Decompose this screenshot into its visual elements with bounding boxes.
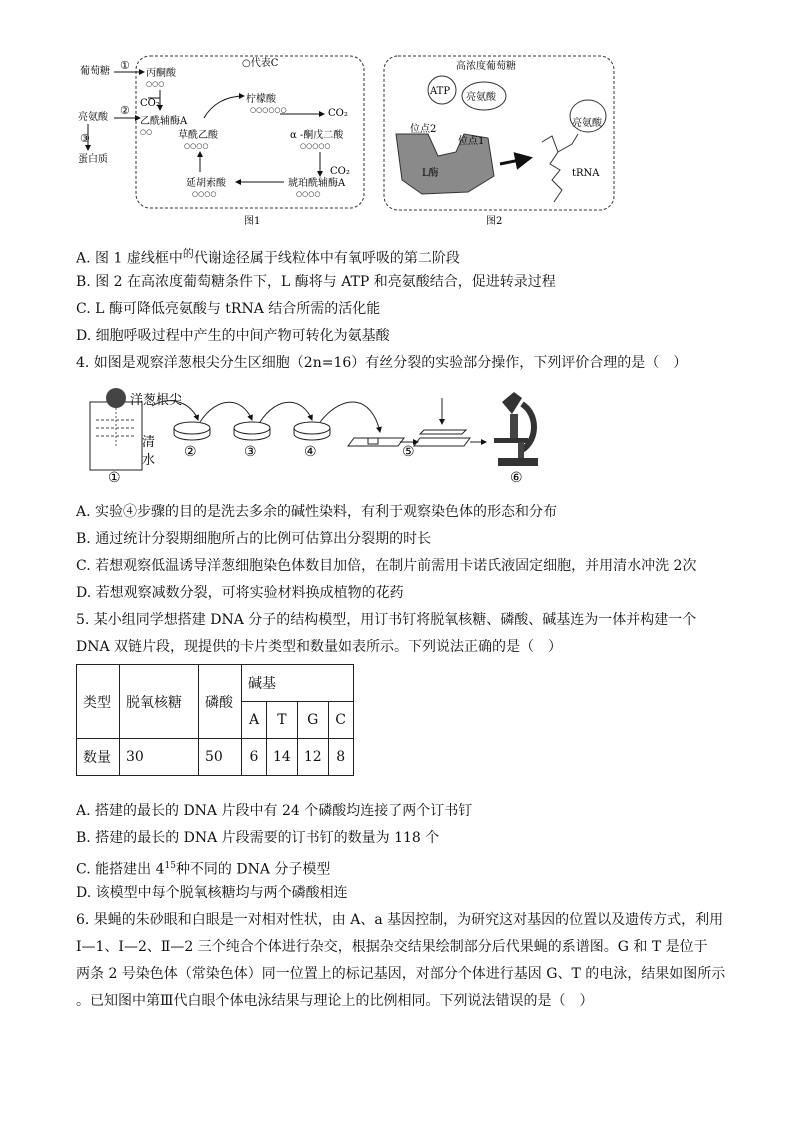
root-tip-label: 洋葱根尖 [130,393,183,408]
q3-option-a: A. 图 1 虚线框中$^的$代谢途径属于线粒体中有氧呼吸的第二阶段 [76,247,460,267]
step-2: ② [120,104,130,117]
site-2-label: 位点2 [410,124,437,135]
succinyl-coa-label: 琥珀酰辅酶A [288,178,346,189]
q3-option-d: D. 细胞呼吸过程中产生的中间产物可转化为氨基酸 [76,328,390,344]
glucose-label: 葡萄糖 [80,66,110,77]
table-cell-phosphate: 50 [199,739,242,776]
high-glucose-title: 高浓度葡萄糖 [456,61,516,72]
q6-stem-2: Ⅰ—1、Ⅰ—2、Ⅱ—2 三个纯合个体进行杂交，根据杂交结果绘制部分后代果蝇的系谱图。G 和 T 是位于 [76,939,708,955]
svg-text:○○○○: ○○○○ [296,190,321,198]
svg-text:○○: ○○ [140,128,153,136]
trna-label: tRNA [572,168,600,179]
enzyme-label: L酶 [422,168,439,179]
table-header-deoxyribose: 脱氧核糖 [120,665,199,739]
step-5-label: ⑤ [402,444,415,460]
svg-text:○○○○○: ○○○○○ [300,142,331,150]
figure-2 [382,52,618,228]
step-2-label: ② [184,444,197,460]
oxaloacetate-label: 草酰乙酸 [178,130,218,141]
table-cell-deoxyribose: 30 [120,739,199,776]
table-cell-c: 8 [328,739,353,776]
q5-option-b: B. 搭建的最长的 DNA 片段需要的订书钉的数量为 118 个 [76,830,440,846]
step-3-label: ③ [244,444,257,460]
fumarate-label: 延胡索酸 [186,178,226,189]
step-6-label: ⑥ [510,470,523,486]
q4-stem: 4. 如图是观察洋葱根尖分生区细胞（2n=16）有丝分裂的实验部分操作，下列评价合理的是（ ） [76,355,688,371]
table-cell-a: 6 [242,739,267,776]
leucine-label-2: 亮氨酸 [466,92,496,103]
svg-text:○○○: ○○○ [146,80,165,88]
pyruvate-label: 丙酮酸 [146,68,176,79]
svg-text:○○○○○○: ○○○○○○ [250,106,287,114]
table-header-phosphate: 磷酸 [199,665,242,739]
water-label-1: 清 [142,435,156,450]
figure-1-label: 图1 [244,216,261,227]
q6-stem-3: 两条 2 号染色体（常染色体）同一位置上的标记基因，对部分个体进行基因 G、T 的电泳，结果如图所示 [76,966,726,982]
table-header-base: 碱基 [242,665,354,702]
leucine-label: 亮氨酸 [78,112,108,123]
q5-option-d: D. 该模型中每个脱氧核糖均与两个磷酸相连 [76,885,348,901]
step-3: ③ [80,132,90,145]
table-header-type: 类型 [77,665,120,739]
svg-text:○○○○: ○○○○ [192,190,217,198]
q3-option-c: C. L 酶可降低亮氨酸与 tRNA 结合所需的活化能 [76,301,381,317]
circle-legend: ○代表C [242,58,279,69]
step-1-label: ① [108,470,121,486]
table-header-base-c: C [328,702,353,739]
figure-q4 [82,384,552,486]
svg-text:○○○○: ○○○○ [184,142,209,150]
water-label-2: 水 [142,453,156,468]
card-table [76,664,354,776]
table-header-base-t: T [267,702,298,739]
q3-option-b: B. 图 2 在高浓度葡萄糖条件下，L 酶将与 ATP 和亮氨酸结合，促进转录过程 [76,274,556,290]
table-row-label: 数量 [77,739,120,776]
protein-label: 蛋白质 [78,154,108,165]
q4-option-c: C. 若想观察低温诱导洋葱细胞染色体数目加倍，在制片前需用卡诺氏液固定细胞，并用清水冲洗 2次 [76,558,697,574]
site-1-label: 位点1 [458,136,485,147]
q5-stem-2: DNA 双链片段，现提供的卡片类型和数量如表所示。下列说法正确的是（ ） [76,639,563,655]
citric-acid-label: 柠檬酸 [246,94,276,105]
acetyl-coa-label: 乙酰辅酶A [140,116,188,127]
leucine-label-3: 亮氨酸 [572,118,602,129]
co2-label-2: CO₂ [328,108,348,119]
alpha-kg-label: α -酮戊二酸 [290,130,344,141]
table-header-base-g: G [297,702,328,739]
table-cell-g: 12 [297,739,328,776]
q4-option-d: D. 若想观察减数分裂，可将实验材料换成植物的花药 [76,585,404,601]
q4-option-a: A. 实验④步骤的目的是洗去多余的碱性染料，有利于观察染色体的形态和分布 [76,504,558,520]
q5-option-c: C. 能搭建出 $4^{15}$种不同的 DNA 分子模型 [76,861,331,878]
figure-2-label: 图2 [486,216,503,227]
q6-stem-1: 6. 果蝇的朱砂眼和白眼是一对相对性状，由 A、a 基因控制，为研究这对基因的位置以及遗传方式，利用 [76,912,724,928]
q6-stem-4: 。已知图中第Ⅲ代白眼个体电泳结果与理论上的比例相同。下列说法错误的是（ ） [76,993,594,1009]
q5-option-a: A. 搭建的最长的 DNA 片段中有 24 个磷酸均连接了两个订书钉 [76,803,473,819]
q5-stem-1: 5. 某小组同学想搭建 DNA 分子的结构模型，用订书钉将脱氧核糖、磷酸、碱基连为一体并构建一个 [76,612,697,628]
q4-option-b: B. 通过统计分裂期细胞所占的比例可估算出分裂期的时长 [76,531,432,547]
step-4-label: ④ [304,444,317,460]
atp-label: ATP [430,86,451,97]
co2-label-1: CO₂ [140,98,160,109]
figure-1 [74,52,374,228]
co2-label-3: CO₂ [330,166,350,177]
table-header-base-a: A [242,702,267,739]
step-1: ① [120,59,130,72]
table-cell-t: 14 [267,739,298,776]
